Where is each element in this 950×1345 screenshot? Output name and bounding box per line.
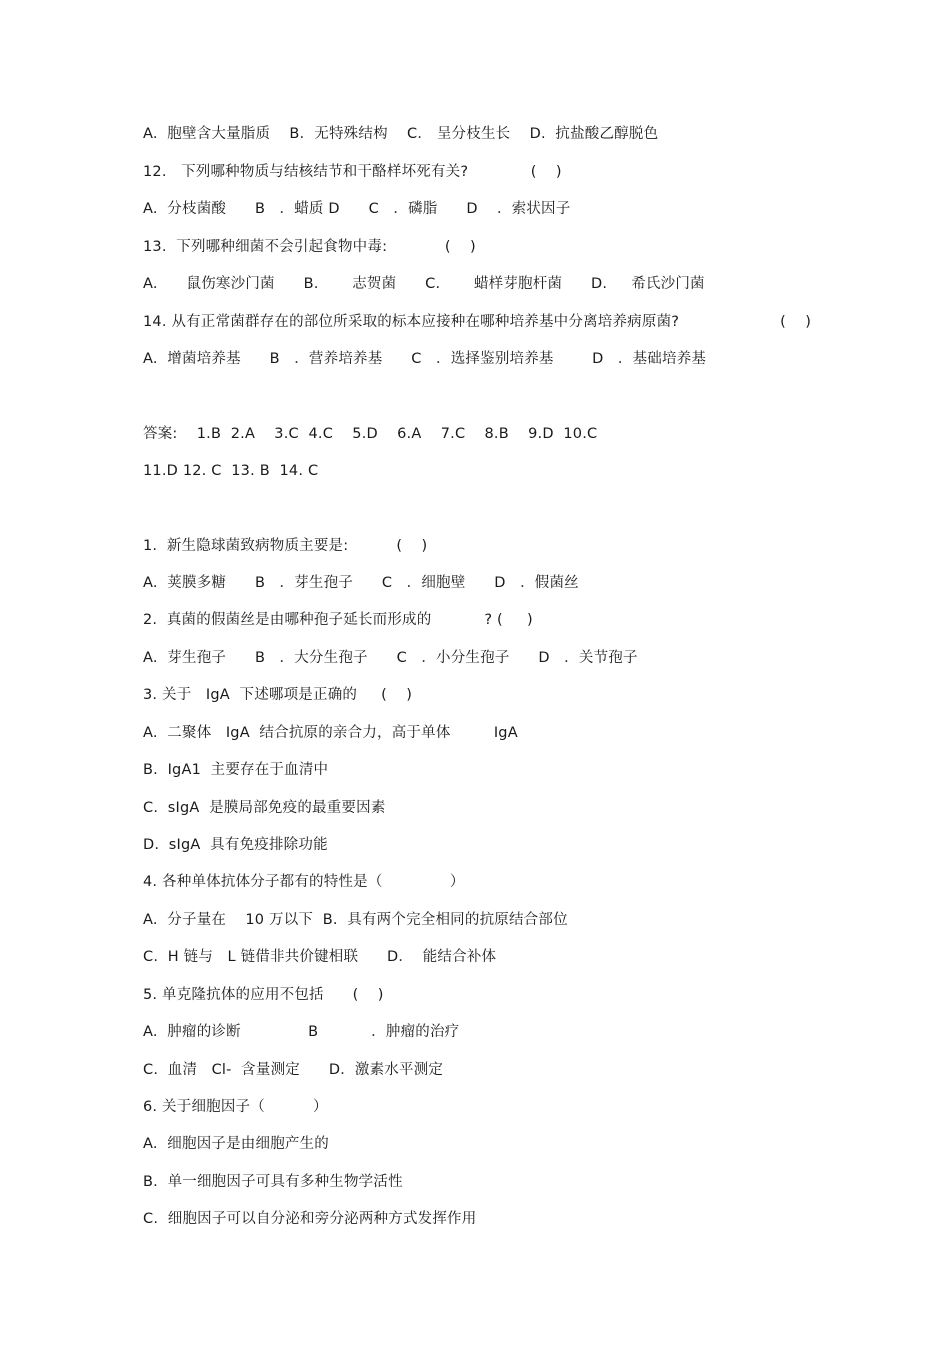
s2-q1-stem: 1. 新生隐球菌致病物质主要是: ( ) [143, 538, 428, 554]
s2-q3-option-c: C. sIgA 是膜局部免疫的最重要因素 [143, 800, 386, 816]
s2-q3-option-b: B. IgA1 主要存在于血清中 [143, 762, 329, 778]
s2-q4-stem: 4. 各种单体抗体分子都有的特性是（ ） [143, 874, 465, 890]
q14-options: A. 增菌培养基 B ．营养培养基 C ．选择鉴别培养基 D ．基础培养基 [143, 351, 707, 367]
s2-q6-option-c: C. 细胞因子可以自分泌和旁分泌两种方式发挥作用 [143, 1211, 477, 1227]
q12-stem: 12. 下列哪种物质与结核结节和干酪样坏死有关? ( ) [143, 164, 562, 180]
s2-q5-options-cd: C. 血清 Cl- 含量测定 D．激素水平测定 [143, 1062, 444, 1078]
q12-options: A. 分枝菌酸 B ．蜡质 D C ．磷脂 D ．索状因子 [143, 201, 571, 217]
s2-q3-option-a: A. 二聚体 IgA 结合抗原的亲合力，高于单体 IgA [143, 725, 518, 741]
s2-q6-option-b: B. 单一细胞因子可具有多种生物学活性 [143, 1174, 403, 1190]
s2-q5-stem: 5. 单克隆抗体的应用不包括 ( ) [143, 987, 384, 1003]
s2-q3-option-d: D. sIgA 具有免疫排除功能 [143, 837, 328, 853]
s2-q4-options-ab: A. 分子量在 10 万以下 B. 具有两个完全相同的抗原结合部位 [143, 912, 568, 928]
s2-q4-options-cd: C. H 链与 L 链借非共价键相联 D． 能结合补体 [143, 949, 497, 965]
s2-q6-stem: 6. 关于细胞因子（ ） [143, 1099, 328, 1115]
q11-options: A. 胞壁含大量脂质 B．无特殊结构 C． 呈分枝生长 D. 抗盐酸乙醇脱色 [143, 126, 659, 142]
s2-q6-option-a: A. 细胞因子是由细胞产生的 [143, 1136, 329, 1152]
q13-options: A. 鼠伤寒沙门菌 B. 志贺菌 C. 蜡样芽胞杆菌 D. 希氏沙门菌 [143, 276, 705, 292]
s2-q2-stem: 2. 真菌的假菌丝是由哪种孢子延长而形成的 ? ( ) [143, 612, 533, 628]
s2-q5-options-ab: A. 肿瘤的诊断 B ．肿瘤的治疗 [143, 1024, 460, 1040]
answer-key-line-2: 11.D 12. C 13. B 14. C [143, 463, 319, 479]
s2-q1-options: A. 荚膜多糖 B ．芽生孢子 C ．细胞壁 D ．假菌丝 [143, 575, 579, 591]
q14-stem: 14. 从有正常菌群存在的部位所采取的标本应接种在哪种培养基中分离培养病原菌? ( ) [143, 314, 812, 330]
answer-key-line-1: 答案: 1.B 2.A 3.C 4.C 5.D 6.A 7.C 8.B 9.D 10.C [143, 426, 598, 442]
s2-q3-stem: 3. 关于 IgA 下述哪项是正确的 ( ) [143, 687, 413, 703]
q13-stem: 13. 下列哪种细菌不会引起食物中毒: ( ) [143, 239, 476, 255]
s2-q2-options: A. 芽生孢子 B ．大分生孢子 C ．小分生孢子 D ．关节孢子 [143, 650, 638, 666]
